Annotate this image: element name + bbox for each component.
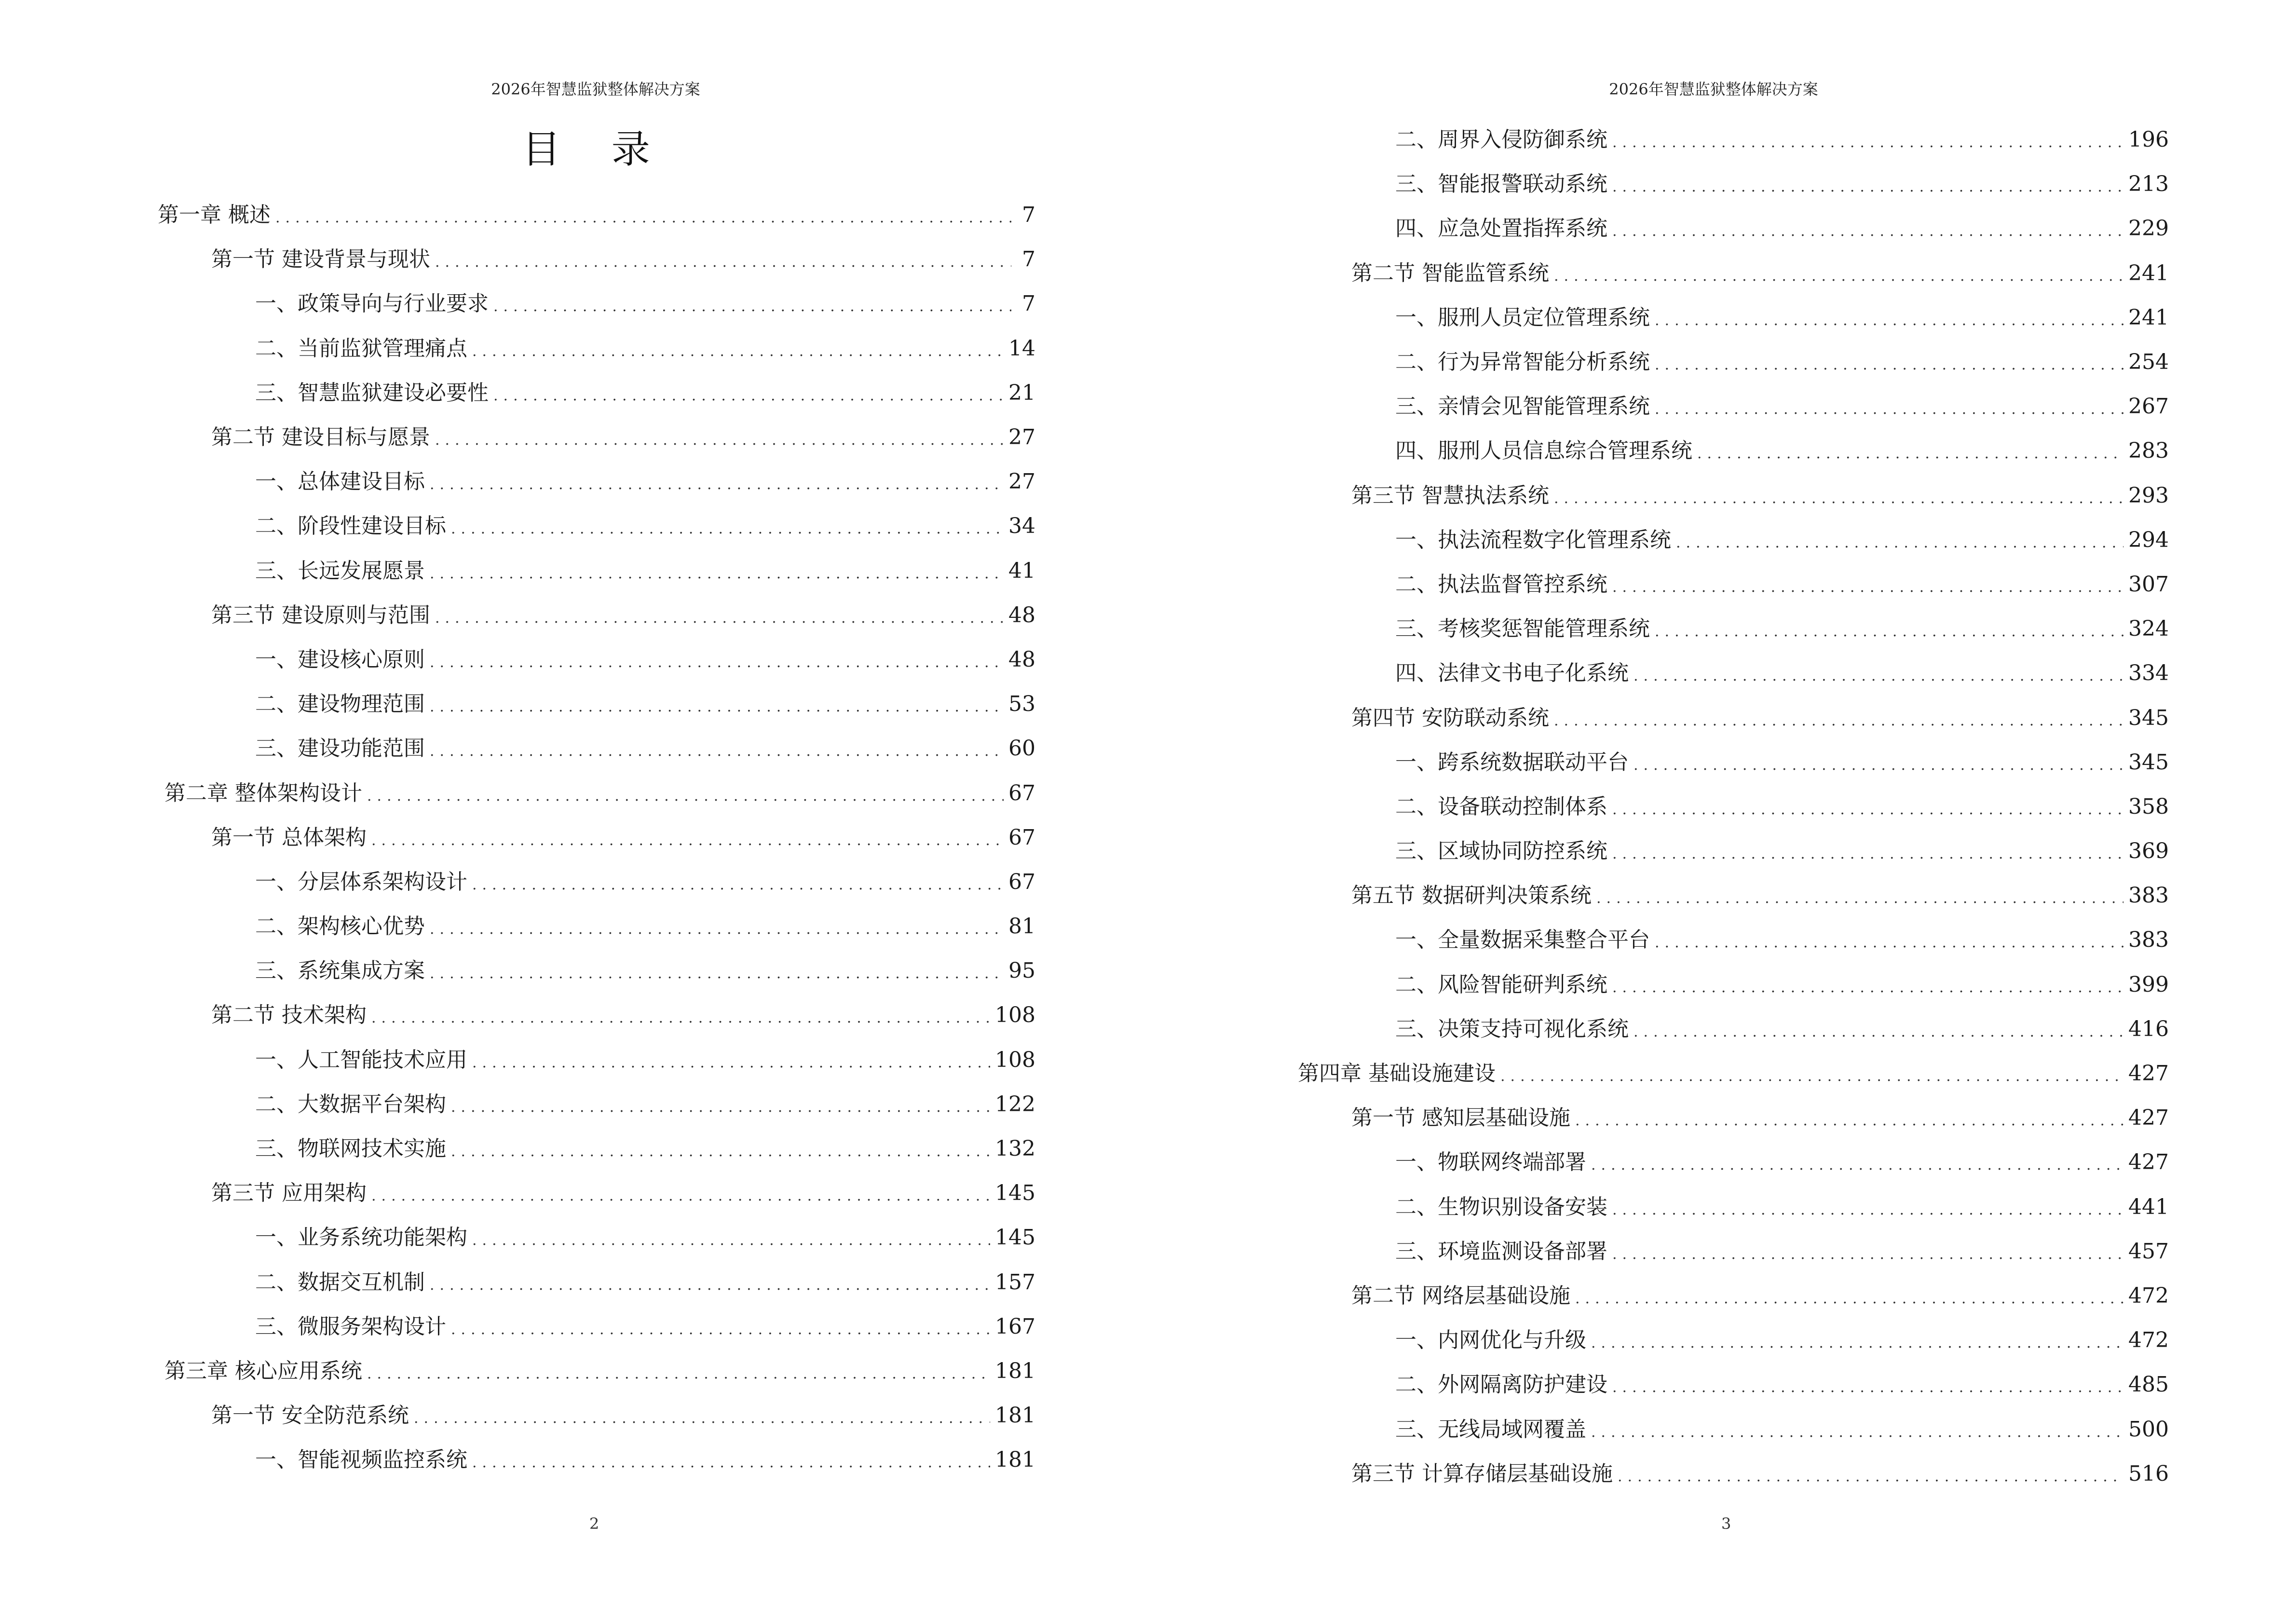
dot-leader xyxy=(435,611,1004,626)
dot-leader xyxy=(472,344,1004,359)
toc-subsection-entry[interactable] xyxy=(158,1215,1035,1260)
toc-entry-title: 一、服刑人员定位管理系统 xyxy=(1395,305,1650,330)
dot-leader xyxy=(371,833,1004,848)
toc-page-number: 21 xyxy=(1008,380,1035,405)
toc-page-number: 369 xyxy=(2128,839,2169,864)
toc-subsection-entry[interactable] xyxy=(1298,963,2169,1007)
toc-page-number: 157 xyxy=(995,1269,1035,1295)
toc-page-number: 213 xyxy=(2128,172,2169,197)
dot-leader xyxy=(371,1189,990,1203)
toc-section-entry[interactable] xyxy=(1298,474,2169,518)
toc-entry-title: 二、当前监狱管理痛点 xyxy=(255,336,467,361)
toc-section-entry[interactable] xyxy=(158,993,1035,1037)
toc-entry-title: 四、应急处置指挥系统 xyxy=(1395,216,1607,241)
toc-subsection-entry[interactable] xyxy=(1298,918,2169,962)
dot-leader xyxy=(430,1278,990,1293)
toc-entry-title: 第三章 核心应用系统 xyxy=(164,1358,362,1383)
dot-leader xyxy=(472,1056,990,1070)
toc-subsection-entry[interactable] xyxy=(158,1305,1035,1349)
right-page xyxy=(1144,0,2287,1624)
dot-leader xyxy=(1655,936,2124,950)
toc-page-number: 167 xyxy=(995,1314,1035,1339)
toc-entry-title: 第三节 应用架构 xyxy=(211,1181,367,1206)
toc-subsection-entry[interactable] xyxy=(1298,296,2169,340)
toc-page-number: 196 xyxy=(2128,127,2169,152)
toc-page-number: 34 xyxy=(1008,514,1035,539)
toc-page-number: 41 xyxy=(1008,558,1035,583)
toc-page-number: 181 xyxy=(995,1358,1035,1383)
dot-leader xyxy=(1612,580,2124,595)
toc-subsection-entry[interactable] xyxy=(1298,740,2169,785)
dot-leader xyxy=(1596,891,2124,906)
toc-entry-title: 二、执法监督管控系统 xyxy=(1395,572,1607,597)
toc-page-number: 181 xyxy=(995,1447,1035,1473)
toc-page-number: 399 xyxy=(2128,972,2169,997)
dot-leader xyxy=(275,211,1011,225)
toc-entry-title: 一、全量数据采集整合平台 xyxy=(1395,928,1650,953)
toc-entry-title: 二、行为异常智能分析系统 xyxy=(1395,350,1650,375)
toc-subsection-entry[interactable] xyxy=(1298,1140,2169,1185)
dot-leader xyxy=(451,1100,990,1115)
toc-section-entry[interactable] xyxy=(1298,251,2169,296)
toc-entry-title: 一、内网优化与升级 xyxy=(1395,1328,1586,1353)
toc-entry-title: 第三节 计算存储层基础设施 xyxy=(1351,1461,1613,1486)
toc-page-number: 427 xyxy=(2128,1105,2169,1131)
toc-page-number: 358 xyxy=(2128,794,2169,819)
toc-section-entry[interactable] xyxy=(1298,1452,2169,1496)
page-number: 2 xyxy=(589,1515,599,1533)
toc-entry-title: 二、数据交互机制 xyxy=(255,1269,425,1295)
dot-leader xyxy=(430,967,1004,981)
toc-page-number: 241 xyxy=(2128,260,2169,286)
toc-entry-title: 三、长远发展愿景 xyxy=(255,558,425,583)
toc-page-number: 345 xyxy=(2128,750,2169,775)
toc-entry-title: 第五节 数据研判决策系统 xyxy=(1351,883,1592,908)
dot-leader xyxy=(1634,669,2124,683)
toc-subsection-entry[interactable] xyxy=(1298,1318,2169,1363)
toc-entry-title: 三、无线局域网覆盖 xyxy=(1395,1417,1586,1442)
toc-entry-title: 二、周界入侵防御系统 xyxy=(1395,127,1607,152)
toc-page-number: 108 xyxy=(995,1003,1035,1028)
toc-entry-title: 四、法律文书电子化系统 xyxy=(1395,661,1629,686)
dot-leader xyxy=(1634,758,2124,773)
toc-page-number: 307 xyxy=(2128,572,2169,597)
toc-entry-title: 四、服刑人员信息综合管理系统 xyxy=(1395,438,1692,464)
dot-leader xyxy=(430,478,1004,492)
dot-leader xyxy=(1612,1203,2124,1217)
toc-subsection-entry[interactable] xyxy=(1298,162,2169,206)
toc-entry-title: 一、人工智能技术应用 xyxy=(255,1047,467,1072)
toc-entry-title: 一、政策导向与行业要求 xyxy=(255,291,489,316)
toc-page-number: 383 xyxy=(2128,883,2169,908)
toc-entry-title: 第一节 感知层基础设施 xyxy=(1351,1105,1570,1131)
toc-entry-title: 二、外网隔离防护建设 xyxy=(1395,1372,1607,1397)
dot-leader xyxy=(1554,269,2124,284)
dot-leader xyxy=(1612,224,2124,239)
toc-page-number: 254 xyxy=(2128,350,2169,375)
toc-chapter-entry[interactable] xyxy=(158,771,1035,815)
toc-section-entry[interactable] xyxy=(158,816,1035,860)
toc-page-number: 181 xyxy=(995,1403,1035,1428)
toc-entry-title: 一、建设核心原则 xyxy=(255,647,425,672)
toc-entry-title: 第三节 建设原则与范围 xyxy=(211,602,430,628)
dot-leader xyxy=(430,922,1004,937)
dot-leader xyxy=(1618,1470,2124,1484)
dot-leader xyxy=(1697,447,2124,461)
toc-subsection-entry[interactable] xyxy=(158,549,1035,593)
dot-leader xyxy=(472,878,1004,892)
toc-list xyxy=(158,193,1035,1482)
toc-subsection-entry[interactable] xyxy=(1298,562,2169,607)
dot-leader xyxy=(367,789,1004,804)
toc-subsection-entry[interactable] xyxy=(1298,785,2169,829)
toc-subsection-entry[interactable] xyxy=(1298,1407,2169,1451)
toc-section-entry[interactable] xyxy=(1298,873,2169,918)
dot-leader xyxy=(1612,803,2124,817)
dot-leader xyxy=(1634,1025,2124,1039)
dot-leader xyxy=(472,1233,990,1248)
toc-page-number: 500 xyxy=(2128,1417,2169,1442)
toc-entry-title: 二、建设物理范围 xyxy=(255,692,425,717)
toc-entry-title: 三、系统集成方案 xyxy=(255,958,425,983)
toc-page-number: 516 xyxy=(2128,1461,2169,1486)
dot-leader xyxy=(1591,1425,2124,1440)
toc-page-number: 283 xyxy=(2128,438,2169,464)
page-number: 3 xyxy=(1721,1515,1731,1533)
toc-entry-title: 二、生物识别设备安装 xyxy=(1395,1194,1607,1219)
toc-entry-title: 三、考核奖惩智能管理系统 xyxy=(1395,616,1650,641)
toc-subsection-entry[interactable] xyxy=(158,1438,1035,1482)
toc-page-number: 345 xyxy=(2128,705,2169,730)
toc-subsection-entry[interactable] xyxy=(1298,1007,2169,1051)
dot-leader xyxy=(472,1456,990,1470)
toc-page-number: 108 xyxy=(995,1047,1035,1072)
dot-leader xyxy=(435,433,1004,448)
toc-page-number: 67 xyxy=(1008,825,1035,850)
toc-entry-title: 第一节 建设背景与现状 xyxy=(211,247,430,272)
toc-chapter-entry[interactable] xyxy=(158,193,1035,237)
toc-page-number: 416 xyxy=(2128,1016,2169,1041)
toc-page-number: 27 xyxy=(1008,425,1035,450)
toc-section-entry[interactable] xyxy=(158,415,1035,460)
toc-page-number: 457 xyxy=(2128,1239,2169,1264)
toc-subsection-entry[interactable] xyxy=(158,504,1035,548)
dot-leader xyxy=(430,567,1004,581)
toc-section-entry[interactable] xyxy=(1298,1096,2169,1140)
toc-page-number: 324 xyxy=(2128,616,2169,641)
dot-leader xyxy=(430,700,1004,714)
toc-list xyxy=(1298,118,2169,1496)
toc-page-number: 427 xyxy=(2128,1061,2169,1086)
toc-section-entry[interactable] xyxy=(158,237,1035,282)
toc-chapter-entry[interactable] xyxy=(1298,1051,2169,1096)
dot-leader xyxy=(1575,1292,2124,1306)
toc-section-entry[interactable] xyxy=(158,1393,1035,1438)
dot-leader xyxy=(451,1323,990,1337)
toc-entry-title: 三、区域协同防控系统 xyxy=(1395,839,1607,864)
toc-page-number: 7 xyxy=(1022,291,1035,316)
toc-section-entry[interactable] xyxy=(158,593,1035,638)
dot-leader xyxy=(1612,136,2124,150)
toc-entry-title: 第四节 安防联动系统 xyxy=(1351,705,1549,730)
toc-entry-title: 一、物联网终端部署 xyxy=(1395,1150,1586,1175)
toc-entry-title: 二、阶段性建设目标 xyxy=(255,514,446,539)
toc-subsection-entry[interactable] xyxy=(1298,829,2169,873)
dot-leader xyxy=(435,255,1011,270)
dot-leader xyxy=(414,1411,990,1426)
toc-subsection-entry[interactable] xyxy=(1298,1185,2169,1229)
toc-entry-title: 三、亲情会见智能管理系统 xyxy=(1395,394,1650,419)
toc-page-number: 441 xyxy=(2128,1194,2169,1219)
toc-entry-title: 二、风险智能研判系统 xyxy=(1395,972,1607,997)
toc-page-number: 60 xyxy=(1008,736,1035,761)
running-header: 2026年智慧监狱整体解决方案 xyxy=(491,80,700,98)
dot-leader xyxy=(1554,491,2124,506)
toc-page-number: 27 xyxy=(1008,469,1035,494)
toc-subsection-entry[interactable] xyxy=(1298,429,2169,473)
toc-subsection-entry[interactable] xyxy=(158,904,1035,949)
toc-entry-title: 第三节 智慧执法系统 xyxy=(1351,483,1549,508)
toc-entry-title: 一、智能视频监控系统 xyxy=(255,1447,467,1473)
toc-page-number: 95 xyxy=(1008,958,1035,983)
toc-subsection-entry[interactable] xyxy=(1298,607,2169,651)
toc-page-number: 7 xyxy=(1022,247,1035,272)
toc-entry-title: 三、智能报警联动系统 xyxy=(1395,172,1607,197)
toc-page-number: 48 xyxy=(1008,647,1035,672)
toc-subsection-entry[interactable] xyxy=(1298,1229,2169,1274)
toc-page-number: 14 xyxy=(1008,336,1035,361)
toc-entry-title: 一、跨系统数据联动平台 xyxy=(1395,750,1629,775)
dot-leader xyxy=(1655,402,2124,417)
toc-entry-title: 一、业务系统功能架构 xyxy=(255,1225,467,1250)
toc-page-number: 7 xyxy=(1022,203,1035,228)
dot-leader xyxy=(1591,1336,2124,1351)
dot-leader xyxy=(1612,1247,2124,1262)
toc-entry-title: 一、总体建设目标 xyxy=(255,469,425,494)
dot-leader xyxy=(451,522,1004,536)
toc-entry-title: 二、大数据平台架构 xyxy=(255,1092,446,1117)
dot-leader xyxy=(1655,314,2124,328)
toc-page-number: 267 xyxy=(2128,394,2169,419)
toc-entry-title: 第二章 整体架构设计 xyxy=(164,780,362,805)
toc-title: 目 录 xyxy=(522,127,669,172)
toc-subsection-entry[interactable] xyxy=(158,1038,1035,1082)
toc-subsection-entry[interactable] xyxy=(1298,1363,2169,1407)
toc-section-entry[interactable] xyxy=(1298,1274,2169,1318)
dot-leader xyxy=(371,1011,990,1025)
toc-subsection-entry[interactable] xyxy=(1298,340,2169,384)
toc-subsection-entry[interactable] xyxy=(158,949,1035,993)
dot-leader xyxy=(1612,1380,2124,1395)
toc-subsection-entry[interactable] xyxy=(158,460,1035,504)
toc-subsection-entry[interactable] xyxy=(1298,384,2169,429)
toc-page-number: 67 xyxy=(1008,780,1035,805)
toc-page-number: 294 xyxy=(2128,527,2169,552)
toc-page-number: 383 xyxy=(2128,928,2169,953)
toc-chapter-entry[interactable] xyxy=(158,1349,1035,1393)
dot-leader xyxy=(1591,1158,2124,1173)
toc-entry-title: 第二节 技术架构 xyxy=(211,1003,367,1028)
toc-entry-title: 二、设备联动控制体系 xyxy=(1395,794,1607,819)
toc-page-number: 485 xyxy=(2128,1372,2169,1397)
toc-page-number: 81 xyxy=(1008,914,1035,939)
toc-page-number: 145 xyxy=(995,1181,1035,1206)
toc-subsection-entry[interactable] xyxy=(158,682,1035,726)
toc-subsection-entry[interactable] xyxy=(158,327,1035,371)
toc-page-number: 472 xyxy=(2128,1283,2169,1308)
dot-leader xyxy=(1500,1069,2124,1084)
toc-page-number: 122 xyxy=(995,1092,1035,1117)
toc-section-entry[interactable] xyxy=(158,1171,1035,1215)
toc-page-number: 472 xyxy=(2128,1328,2169,1353)
toc-subsection-entry[interactable] xyxy=(158,371,1035,415)
toc-entry-title: 二、架构核心优势 xyxy=(255,914,425,939)
toc-page-number: 229 xyxy=(2128,216,2169,241)
dot-leader xyxy=(367,1367,990,1381)
toc-page-number: 427 xyxy=(2128,1150,2169,1175)
toc-subsection-entry[interactable] xyxy=(1298,206,2169,251)
dot-leader xyxy=(430,744,1004,759)
toc-entry-title: 一、分层体系架构设计 xyxy=(255,869,467,894)
toc-entry-title: 第一节 总体架构 xyxy=(211,825,367,850)
toc-subsection-entry[interactable] xyxy=(158,1127,1035,1171)
toc-subsection-entry[interactable] xyxy=(158,638,1035,682)
toc-entry-title: 第二节 网络层基础设施 xyxy=(1351,1283,1570,1308)
dot-leader xyxy=(1655,358,2124,372)
toc-entry-title: 三、微服务架构设计 xyxy=(255,1314,446,1339)
dot-leader xyxy=(1575,1114,2124,1128)
dot-leader xyxy=(493,389,1004,403)
toc-entry-title: 三、决策支持可视化系统 xyxy=(1395,1016,1629,1041)
toc-page-number: 293 xyxy=(2128,483,2169,508)
dot-leader xyxy=(1612,981,2124,995)
toc-entry-title: 一、执法流程数字化管理系统 xyxy=(1395,527,1671,552)
toc-subsection-entry[interactable] xyxy=(158,726,1035,771)
dot-leader xyxy=(451,1145,990,1159)
toc-subsection-entry[interactable] xyxy=(1298,518,2169,562)
toc-page-number: 334 xyxy=(2128,661,2169,686)
toc-subsection-entry[interactable] xyxy=(158,1260,1035,1305)
toc-entry-title: 第二节 建设目标与愿景 xyxy=(211,425,430,450)
toc-subsection-entry[interactable] xyxy=(158,860,1035,904)
dot-leader xyxy=(493,300,1011,314)
toc-entry-title: 第一节 安全防范系统 xyxy=(211,1403,409,1428)
toc-page-number: 48 xyxy=(1008,602,1035,628)
toc-subsection-entry[interactable] xyxy=(1298,118,2169,162)
dot-leader xyxy=(1612,847,2124,861)
toc-entry-title: 第四章 基础设施建设 xyxy=(1298,1061,1496,1086)
toc-page-number: 241 xyxy=(2128,305,2169,330)
toc-subsection-entry[interactable] xyxy=(158,1082,1035,1127)
dot-leader xyxy=(1612,180,2124,194)
toc-entry-title: 三、环境监测设备部署 xyxy=(1395,1239,1607,1264)
toc-subsection-entry[interactable] xyxy=(1298,651,2169,696)
dot-leader xyxy=(1655,625,2124,639)
dot-leader xyxy=(1554,714,2124,728)
toc-entry-title: 第一章 概述 xyxy=(158,203,271,228)
toc-page-number: 53 xyxy=(1008,692,1035,717)
toc-subsection-entry[interactable] xyxy=(158,282,1035,326)
dot-leader xyxy=(1676,536,2124,550)
toc-entry-title: 第二节 智能监管系统 xyxy=(1351,260,1549,286)
toc-page-number: 145 xyxy=(995,1225,1035,1250)
toc-entry-title: 三、智慧监狱建设必要性 xyxy=(255,380,489,405)
toc-page-number: 132 xyxy=(995,1136,1035,1161)
dot-leader xyxy=(430,655,1004,670)
toc-section-entry[interactable] xyxy=(1298,696,2169,740)
toc-page-number: 67 xyxy=(1008,869,1035,894)
toc-entry-title: 三、物联网技术实施 xyxy=(255,1136,446,1161)
running-header: 2026年智慧监狱整体解决方案 xyxy=(1609,80,1818,98)
toc-entry-title: 三、建设功能范围 xyxy=(255,736,425,761)
